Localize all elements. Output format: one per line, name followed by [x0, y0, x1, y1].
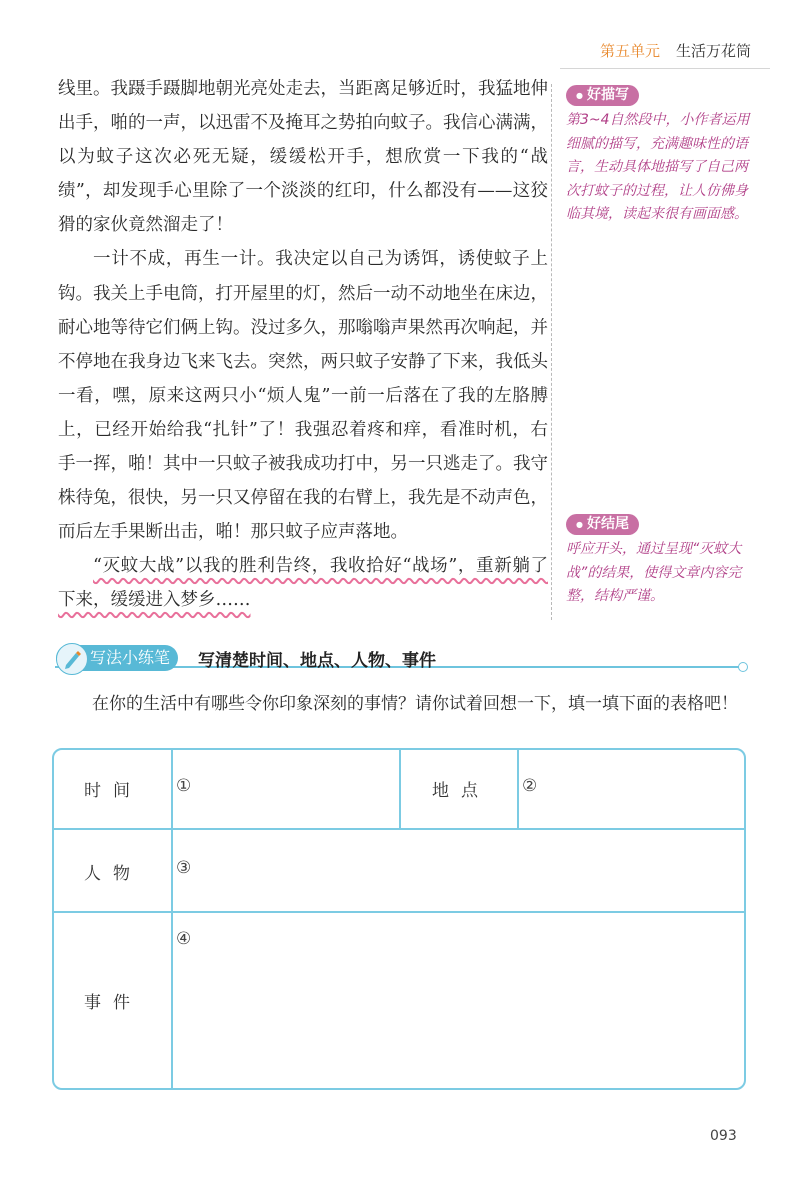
note-good-ending: 呼应开头，通过呈现“灭蚊大战”的结果，使得文章内容完整，结构严谨。: [566, 541, 742, 604]
paragraph-3: [58, 549, 548, 617]
people-input[interactable]: ③: [176, 858, 192, 878]
event-input[interactable]: ④: [176, 929, 192, 949]
section-label: 写法小练笔: [56, 645, 178, 671]
table-col-divider: [517, 750, 519, 829]
note-tag-good-ending: ● 好结尾: [566, 513, 639, 533]
section-subtitle: 写清楚时间、地点、人物、事件: [198, 651, 436, 671]
article-body: [58, 72, 548, 618]
page-number: 093: [710, 1128, 737, 1144]
note-good-description: 第3~4自然段中，小作者运用细腻的描写，充满趣味性的语言，生动具体地描写了自己两次打蚊子的过程，让人仿佛身临其境，读起来很有画面感。: [566, 112, 750, 222]
banner-end-dot: [738, 662, 748, 672]
table-col-divider: [171, 750, 173, 1088]
pen-icon: [56, 643, 88, 675]
ending-highlight: “灭蚊大战”以我的胜利告终，我收拾好“战场”，重新躺了下来，缓缓进入梦乡……: [58, 556, 548, 611]
table-col-divider: [399, 750, 401, 829]
time-input[interactable]: ①: [176, 776, 192, 796]
time-label: 时间: [84, 781, 142, 801]
place-input[interactable]: ②: [522, 776, 538, 796]
header-divider: [560, 68, 770, 69]
unit-title: 生活万花筒: [676, 42, 752, 60]
exercise-prompt: 在你的生活中有哪些令你印象深刻的事情？请你试着回想一下，填一填下面的表格吧！: [92, 694, 738, 714]
table-row-divider: [53, 911, 745, 913]
paragraph-1: 线里。我蹑手蹑脚地朝光亮处走去，当距离足够近时，我猛地伸出手，啪的一声，以迅雷不及掩耳之势拍向蚊子。我信心满满，以为蚊子这次必死无疑，缓缓松开手，想欣赏一下我的“战绩”，却发现手心里除了一个淡淡的红印，什么都没有——这狡猾的家伙竟然溜走了！: [58, 79, 548, 236]
note-tag-good-description: ● 好描写: [566, 84, 639, 104]
place-label: 地点: [432, 781, 490, 801]
side-column-divider: [551, 84, 552, 620]
unit-label: 第五单元: [600, 42, 661, 60]
people-label: 人物: [84, 864, 142, 884]
event-label: 事件: [84, 993, 142, 1013]
paragraph-2: 一计不成，再生一计。我决定以自己为诱饵，诱使蚊子上钩。我关上手电筒，打开屋里的灯，然后一动不动地坐在床边，耐心地等待它们俩上钩。没过多久，那嗡嗡声果然再次响起，并不停地在我身边飞来飞去。突然，两只蚊子安静了下来，我低头一看，嘿，原来这两只小“烦人鬼”一前一后落在了我的左胳膊上，已经开始给我“扎针”了！我强忍着疼和痒，看准时机，右手一挥，啪！其中一只蚊子被我成功打中，另一只逃走了。我守株待兔，很快，另一只又停留在我的右臂上，我先是不动声色，而后左手果断出击，啪！那只蚊子应声落地。: [58, 249, 548, 543]
